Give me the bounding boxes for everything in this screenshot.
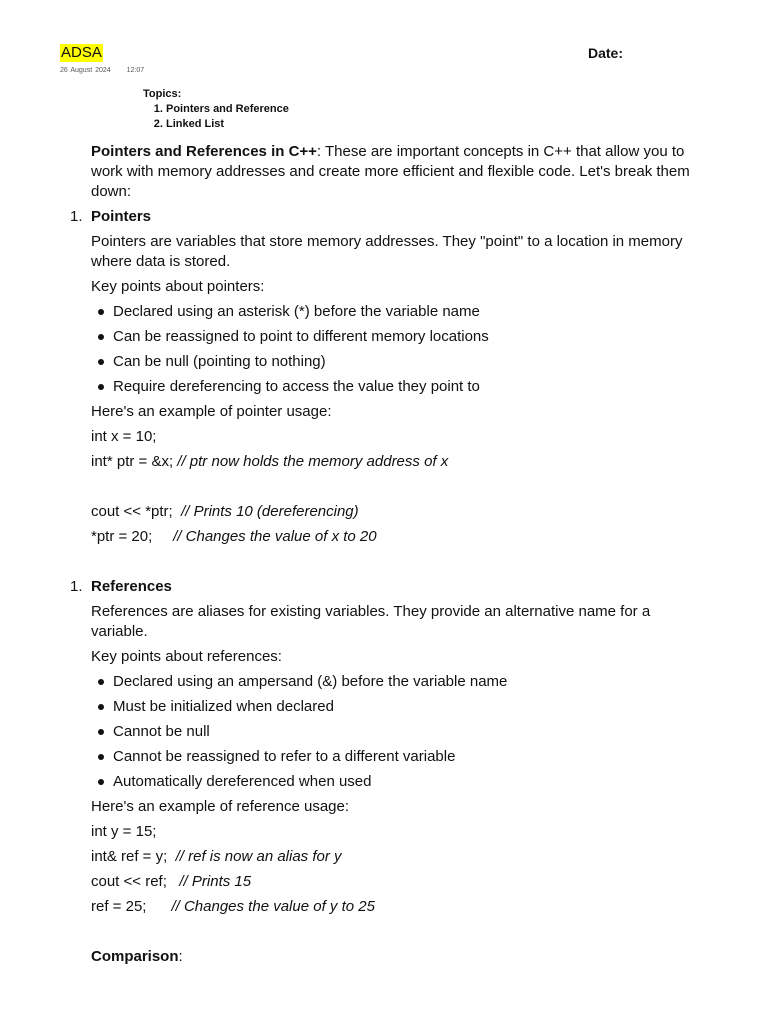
list-item-text: Declared using an ampersand (&) before the variable name bbox=[113, 673, 508, 690]
topics-block bbox=[143, 87, 289, 132]
created-date: 26 August 2024 bbox=[60, 67, 111, 74]
topic-item: 1. Pointers and Reference bbox=[166, 102, 289, 117]
code-comment: // ptr now holds the memory address of x bbox=[177, 453, 449, 470]
bullet-icon bbox=[98, 704, 104, 710]
section-description: References are aliases for existing variables. They provide an alternative name for a variable. bbox=[91, 603, 651, 640]
example-label: Here's an example of pointer usage: bbox=[91, 403, 332, 420]
code-line bbox=[91, 527, 711, 547]
key-points-label: Key points about references: bbox=[91, 648, 282, 665]
code-line bbox=[91, 897, 711, 917]
list-item bbox=[91, 772, 711, 792]
comparison-bold: Comparison bbox=[91, 948, 179, 965]
list-item-text: Automatically dereferenced when used bbox=[113, 773, 372, 790]
intro-text: : These are important concepts in C++ that allow you to work with memory addresses and create more efficient and flexible code. Let's break them down: bbox=[91, 143, 690, 200]
comparison-heading bbox=[91, 947, 711, 967]
intro-bold: Pointers and References in C++ bbox=[91, 143, 317, 160]
blank-line bbox=[91, 922, 711, 947]
list-item-text: Can be reassigned to point to different memory locations bbox=[113, 328, 489, 345]
list-item-text: Cannot be reassigned to refer to a different variable bbox=[113, 748, 456, 765]
bullet-icon bbox=[98, 384, 104, 390]
code-text: ref = 25; bbox=[91, 898, 172, 915]
list-item bbox=[91, 327, 711, 347]
list-item bbox=[91, 697, 711, 717]
created-time: 12:07 bbox=[126, 67, 145, 74]
list-item bbox=[91, 377, 711, 397]
code-text: int* ptr = &x; bbox=[91, 453, 178, 470]
example-label: Here's an example of reference usage: bbox=[91, 798, 350, 815]
section-title: Pointers bbox=[91, 208, 152, 225]
bullet-icon bbox=[98, 679, 104, 685]
code-text: int& ref = y; bbox=[91, 848, 176, 865]
bullet-icon bbox=[98, 309, 104, 315]
list-item bbox=[91, 722, 711, 742]
bullet-icon bbox=[98, 334, 104, 340]
list-item-text: Cannot be null bbox=[113, 723, 210, 740]
section-heading bbox=[70, 577, 711, 597]
list-item bbox=[91, 747, 711, 767]
code-line bbox=[91, 822, 711, 842]
section-description: Pointers are variables that store memory addresses. They "point" to a location in memory where data is stored. bbox=[91, 233, 683, 270]
code-line bbox=[91, 847, 711, 867]
section-number: 1. bbox=[70, 578, 83, 595]
code-text: *ptr = 20; bbox=[91, 528, 174, 545]
code-line bbox=[91, 452, 711, 472]
intro-paragraph bbox=[91, 142, 711, 202]
code-line bbox=[91, 872, 711, 892]
code-text: int y = 15; bbox=[91, 823, 157, 840]
topic-item: 2. Linked List bbox=[166, 117, 289, 132]
code-text: int x = 10; bbox=[91, 428, 157, 445]
bullet-icon bbox=[98, 729, 104, 735]
comparison-suffix: : bbox=[178, 948, 183, 965]
code-comment: // Prints 15 bbox=[179, 873, 252, 890]
section-heading bbox=[70, 207, 711, 227]
key-points-label: Key points about pointers: bbox=[91, 278, 265, 295]
blank-line bbox=[91, 477, 711, 502]
list-item-text: Declared using an asterisk (*) before the variable name bbox=[113, 303, 480, 320]
list-item bbox=[91, 302, 711, 322]
list-item bbox=[91, 672, 711, 692]
topics-list bbox=[143, 102, 289, 132]
code-text: cout << *ptr; bbox=[91, 503, 182, 520]
code-comment: // Changes the value of y to 25 bbox=[171, 898, 375, 915]
bullet-icon bbox=[98, 359, 104, 365]
code-comment: // ref is now an alias for y bbox=[175, 848, 342, 865]
code-text: cout << ref; bbox=[91, 873, 180, 890]
bullet-icon bbox=[98, 779, 104, 785]
code-line bbox=[91, 502, 711, 522]
page-meta bbox=[60, 67, 144, 74]
code-line bbox=[91, 427, 711, 447]
note-body bbox=[70, 142, 711, 972]
list-item-text: Must be initialized when declared bbox=[113, 698, 334, 715]
section-title: References bbox=[91, 578, 172, 595]
list-item-text: Can be null (pointing to nothing) bbox=[113, 353, 326, 370]
blank-line bbox=[91, 552, 711, 577]
code-comment: // Changes the value of x to 20 bbox=[173, 528, 377, 545]
topics-label: Topics: bbox=[143, 88, 182, 100]
date-label: Date: bbox=[588, 45, 624, 61]
page-title: ADSA bbox=[61, 44, 102, 61]
list-item bbox=[91, 352, 711, 372]
bullet-icon bbox=[98, 754, 104, 760]
list-item-text: Require dereferencing to access the value they point to bbox=[113, 378, 480, 395]
code-comment: // Prints 10 (dereferencing) bbox=[181, 503, 359, 520]
section-number: 1. bbox=[70, 208, 83, 225]
